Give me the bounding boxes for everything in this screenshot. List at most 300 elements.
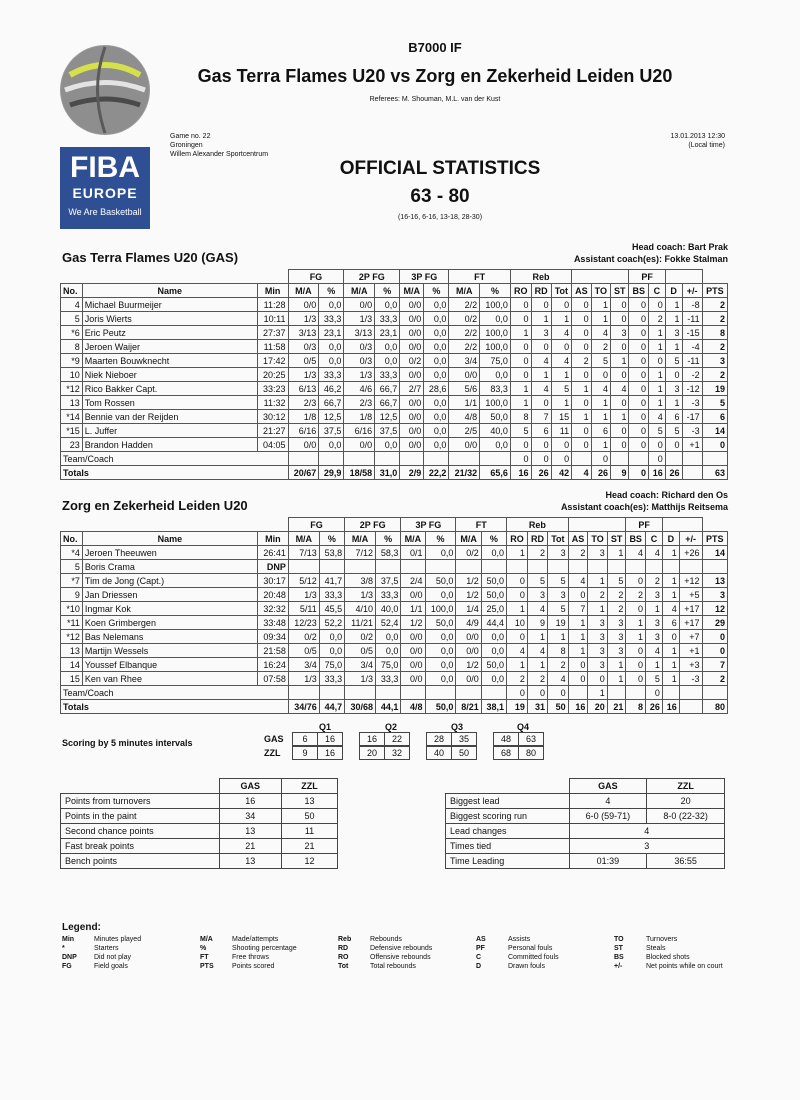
stat-cell: 0 xyxy=(551,298,571,312)
column-header-rd: RD xyxy=(527,532,547,546)
player-row xyxy=(61,574,728,588)
interval-box-row xyxy=(494,747,544,760)
legend-desc: Turnovers xyxy=(646,936,678,943)
column-header-no: No. xyxy=(61,532,83,546)
legend-entry xyxy=(338,944,468,953)
player-number: *12 xyxy=(61,630,83,644)
stat-cell: 1 xyxy=(551,312,571,326)
column-header-ro: RO xyxy=(507,532,528,546)
stat-cell: 7 xyxy=(702,658,727,672)
stat-cell: 1 xyxy=(649,340,666,354)
legend-key: % xyxy=(200,945,207,952)
stat-cell: 2 xyxy=(702,298,727,312)
stat-cell: 21:27 xyxy=(257,424,288,438)
cmp-row xyxy=(61,839,338,854)
stat-cell: 0/0 xyxy=(449,368,480,382)
stat-cell: 5 xyxy=(591,354,610,368)
stat-cell: 6/16 xyxy=(344,424,375,438)
stat-cell: 0,0 xyxy=(424,298,449,312)
stat-cell xyxy=(344,452,375,466)
player-row xyxy=(61,298,728,312)
cmp-value: 21 xyxy=(219,839,282,854)
stat-cell: 0 xyxy=(662,630,679,644)
interval-score: 16 xyxy=(360,733,385,746)
stat-cell xyxy=(425,686,456,700)
stat-cell: 46,2 xyxy=(319,382,344,396)
interval-score: 20 xyxy=(360,747,385,760)
stat-cell: 1/4 xyxy=(456,602,481,616)
total-fg: 34/76 xyxy=(288,700,319,714)
cmp-value: 16 xyxy=(219,794,282,809)
cmp-label: Time Leading xyxy=(446,854,570,869)
stat-cell: 37,5 xyxy=(319,424,344,438)
stat-cell: 0 xyxy=(649,354,666,368)
stat-cell: 0 xyxy=(531,438,551,452)
quarter-label: Q2 xyxy=(384,722,397,732)
stat-cell: 1 xyxy=(591,396,610,410)
stat-cell: 4 xyxy=(527,602,547,616)
stat-cell xyxy=(376,686,401,700)
player-row xyxy=(61,410,728,424)
cmp-blank xyxy=(61,779,220,794)
stat-cell: 4 xyxy=(531,354,551,368)
stat-cell: 2 xyxy=(646,574,663,588)
player-number: *6 xyxy=(61,326,83,340)
stat-cell: 0,0 xyxy=(424,368,449,382)
stat-cell: 19 xyxy=(702,382,727,396)
stat-cell: 1/1 xyxy=(401,602,425,616)
stat-cell: 0/2 xyxy=(288,630,319,644)
stat-cell: 0/0 xyxy=(344,438,375,452)
legend-key: PF xyxy=(476,945,485,952)
stat-cell: 5 xyxy=(527,574,547,588)
legend-entry xyxy=(614,935,764,944)
stat-cell: 2 xyxy=(649,312,666,326)
stat-cell: 0,0 xyxy=(425,672,456,686)
total-p2: 18/58 xyxy=(344,466,375,480)
stat-cell: 1 xyxy=(665,340,682,354)
column-header-pct: % xyxy=(424,284,449,298)
game-info xyxy=(170,132,268,159)
stat-cell: 8 xyxy=(548,644,569,658)
player-name: Jeroen Waijer xyxy=(82,340,257,354)
stat-cell xyxy=(376,560,401,574)
stat-cell: 0/3 xyxy=(344,340,375,354)
stat-cell: 0,0 xyxy=(424,396,449,410)
player-row xyxy=(61,546,728,560)
stat-cell: 7/13 xyxy=(288,546,319,560)
stat-cell: 3/8 xyxy=(345,574,376,588)
player-number: 9 xyxy=(61,588,83,602)
column-header-pct: % xyxy=(319,284,344,298)
legend-entry xyxy=(200,962,330,971)
scoring-intervals xyxy=(264,722,560,760)
team-coach-row xyxy=(61,452,728,466)
legend-desc: Made/attempts xyxy=(232,936,279,943)
stat-cell: 10:11 xyxy=(257,312,288,326)
stat-cell: 0 xyxy=(551,438,571,452)
legend-columns xyxy=(62,935,764,971)
stat-cell: 0,0 xyxy=(424,410,449,424)
stat-cell: 23,1 xyxy=(375,326,400,340)
stat-cell: 0,0 xyxy=(425,630,456,644)
legend-key: BS xyxy=(614,954,624,961)
stat-cell: 23,1 xyxy=(319,326,344,340)
final-score: 63 - 80 xyxy=(410,186,470,207)
column-header-c: C xyxy=(649,284,666,298)
team-coach-label: Team/Coach xyxy=(61,686,289,700)
stat-cell: 33,3 xyxy=(376,672,401,686)
stat-cell: 0 xyxy=(626,602,646,616)
column-header-min: Min xyxy=(257,532,288,546)
stat-cell: 12,5 xyxy=(319,410,344,424)
stat-cell: 1 xyxy=(649,396,666,410)
column-header-name: Name xyxy=(82,284,257,298)
stat-cell: 0/2 xyxy=(345,630,376,644)
column-header-ma: M/A xyxy=(288,532,319,546)
stat-cell: 0 xyxy=(510,354,531,368)
column-header-pct: % xyxy=(481,532,506,546)
stat-cell: 0/0 xyxy=(400,298,424,312)
stat-cell: 0,0 xyxy=(375,354,400,368)
cmp-label: Points in the paint xyxy=(61,809,220,824)
total-st: 9 xyxy=(611,466,629,480)
stat-cell: 1 xyxy=(607,546,626,560)
stat-cell: 1/2 xyxy=(456,658,481,672)
legend-entry xyxy=(62,944,192,953)
stat-cell: 0/0 xyxy=(401,644,425,658)
legend-desc: Field goals xyxy=(94,963,128,970)
interval-box-row xyxy=(293,747,343,760)
stat-cell: 2 xyxy=(548,658,569,672)
stat-cell: 0,0 xyxy=(425,588,456,602)
stat-cell: 41,7 xyxy=(319,574,344,588)
stat-cell: 33:23 xyxy=(257,382,288,396)
stat-cell: +17 xyxy=(679,602,702,616)
legend-key: FT xyxy=(200,954,209,961)
stat-cell: 1 xyxy=(527,630,547,644)
stat-cell xyxy=(611,452,629,466)
legend-column xyxy=(476,935,606,971)
stat-cell: -11 xyxy=(682,312,702,326)
player-name: Jan Driessen xyxy=(82,588,257,602)
stat-cell: 2 xyxy=(702,368,727,382)
cmp-row xyxy=(61,854,338,869)
stat-cell: 58,3 xyxy=(376,546,401,560)
player-name: Niek Nieboer xyxy=(82,368,257,382)
legend-desc: Rebounds xyxy=(370,936,402,943)
stat-cell: -12 xyxy=(682,382,702,396)
stat-cell: 1 xyxy=(665,312,682,326)
total-rd: 26 xyxy=(531,466,551,480)
stat-cell: 5 xyxy=(702,396,727,410)
interval-score: 63 xyxy=(519,733,544,746)
column-header-rd: RD xyxy=(531,284,551,298)
legend-desc: Personal fouls xyxy=(508,945,553,952)
legend-desc: Starters xyxy=(94,945,119,952)
header-row-groups xyxy=(61,518,728,532)
column-header-min: Min xyxy=(257,284,288,298)
player-row xyxy=(61,424,728,438)
stat-cell: 3 xyxy=(531,326,551,340)
stat-cell: 09:34 xyxy=(257,630,288,644)
player-row xyxy=(61,368,728,382)
stat-cell: -3 xyxy=(682,424,702,438)
stat-cell: 0/0 xyxy=(401,658,425,672)
header-row-columns xyxy=(61,284,728,298)
interval-score: 32 xyxy=(385,747,410,760)
stat-cell: 0 xyxy=(649,298,666,312)
stat-cell: 0,0 xyxy=(424,340,449,354)
stat-cell xyxy=(629,452,649,466)
stat-cell: 1 xyxy=(588,686,607,700)
stat-cell: 0 xyxy=(626,644,646,658)
stat-cell: 3 xyxy=(665,382,682,396)
stat-cell: 0 xyxy=(510,340,531,354)
stat-cell: 2 xyxy=(626,588,646,602)
stat-cell: 2 xyxy=(507,672,528,686)
stat-cell: 4/6 xyxy=(344,382,375,396)
column-header-pts: PTS xyxy=(702,532,727,546)
group-header-p3: 3P FG xyxy=(401,518,456,532)
legend-entry xyxy=(476,935,606,944)
stat-cell: 6 xyxy=(662,616,679,630)
group-header-fg: FG xyxy=(288,518,344,532)
column-header-to: TO xyxy=(588,532,607,546)
legend-key: FG xyxy=(62,963,72,970)
stat-cell: 1 xyxy=(551,396,571,410)
total-ftp: 65,6 xyxy=(480,466,511,480)
stat-cell: 2/3 xyxy=(344,396,375,410)
total-bs: 0 xyxy=(629,466,649,480)
blank-header xyxy=(61,270,289,284)
stat-cell: 0 xyxy=(531,452,551,466)
stat-cell: 33,3 xyxy=(375,368,400,382)
stat-cell: 15 xyxy=(551,410,571,424)
total-to: 20 xyxy=(588,700,607,714)
column-header-bs: BS xyxy=(629,284,649,298)
stat-cell xyxy=(480,452,511,466)
stat-cell: 19 xyxy=(548,616,569,630)
group-header-pf: PF xyxy=(626,518,663,532)
stat-cell: 1 xyxy=(626,616,646,630)
stat-cell: 0 xyxy=(611,396,629,410)
stat-cell: 9 xyxy=(527,616,547,630)
stat-cell xyxy=(481,560,506,574)
stat-cell: 0 xyxy=(702,630,727,644)
stat-cell: 7 xyxy=(568,602,588,616)
stat-cell: 8 xyxy=(702,326,727,340)
stat-cell: 0 xyxy=(507,686,528,700)
group-header-reb: Reb xyxy=(510,270,571,284)
stat-cell: 2/7 xyxy=(400,382,424,396)
team-name: Gas Terra Flames U20 (GAS) xyxy=(62,250,239,265)
cmp-value: 20 xyxy=(647,794,725,809)
stat-cell xyxy=(456,560,481,574)
stat-cell: 0 xyxy=(507,574,528,588)
player-name: Ken van Rhee xyxy=(82,672,257,686)
stat-cell: 33,3 xyxy=(319,312,344,326)
total-pts: 80 xyxy=(702,700,727,714)
stat-cell: 2/3 xyxy=(288,396,319,410)
legend-key: TO xyxy=(614,936,624,943)
legend-key: Reb xyxy=(338,936,352,943)
legend-desc: Assists xyxy=(508,936,531,943)
logo-line3: We Are Basketball xyxy=(68,207,142,217)
stat-cell: 0/2 xyxy=(400,354,424,368)
stat-cell: 4 xyxy=(568,574,588,588)
stat-cell: 4 xyxy=(591,326,610,340)
stat-cell: 1 xyxy=(510,326,531,340)
stat-cell: 0 xyxy=(591,368,610,382)
stat-cell: 0 xyxy=(629,438,649,452)
cmp-row xyxy=(61,824,338,839)
stat-cell xyxy=(288,560,319,574)
interval-score: 16 xyxy=(318,747,343,760)
cmp-value: 13 xyxy=(282,794,338,809)
legend-entry xyxy=(476,953,606,962)
stat-cell: 1 xyxy=(568,630,588,644)
player-number: 13 xyxy=(61,396,83,410)
stat-cell: 1 xyxy=(591,298,610,312)
stat-cell: 1 xyxy=(591,410,610,424)
stat-cell: 37,5 xyxy=(376,574,401,588)
stat-cell: 14 xyxy=(702,546,727,560)
stat-cell: 100,0 xyxy=(480,326,511,340)
legend-key: D xyxy=(476,963,482,970)
interval-box xyxy=(292,746,343,760)
total-c: 26 xyxy=(646,700,663,714)
stat-cell: 100,0 xyxy=(480,340,511,354)
column-header-ma: M/A xyxy=(345,532,376,546)
head-coach: Head coach: Richard den Os xyxy=(605,490,728,500)
stat-cell: 0/5 xyxy=(288,644,319,658)
legend-desc: Did not play xyxy=(94,954,131,961)
stat-cell: 1 xyxy=(551,368,571,382)
stat-cell: 0,0 xyxy=(481,630,506,644)
stat-cell: 0,0 xyxy=(319,340,344,354)
stat-cell: 0/0 xyxy=(400,396,424,410)
stat-cell: 1/3 xyxy=(288,672,319,686)
player-number: 23 xyxy=(61,438,83,452)
stat-cell: 0 xyxy=(510,452,531,466)
stat-cell: 1 xyxy=(662,644,679,658)
player-number: 15 xyxy=(61,672,83,686)
total-rd: 31 xyxy=(527,700,547,714)
stat-cell: 0 xyxy=(629,354,649,368)
stat-cell: 0 xyxy=(665,368,682,382)
stat-cell: 1 xyxy=(527,658,547,672)
player-name: Koen Grimbergen xyxy=(82,616,257,630)
player-number: *15 xyxy=(61,424,83,438)
column-header-ma: M/A xyxy=(344,284,375,298)
stat-cell xyxy=(424,452,449,466)
stat-cell: 66,7 xyxy=(375,382,400,396)
stat-cell: 0,0 xyxy=(319,630,344,644)
stat-cell: 0 xyxy=(572,438,592,452)
stat-cell xyxy=(400,452,424,466)
quarter-headers xyxy=(292,722,560,732)
cmp-team-header: GAS xyxy=(569,779,647,794)
legend-desc: Offensive rebounds xyxy=(370,954,431,961)
stat-cell: -4 xyxy=(682,340,702,354)
group-header-ft: FT xyxy=(456,518,507,532)
stat-cell: 0 xyxy=(702,644,727,658)
stat-cell xyxy=(288,686,319,700)
stat-cell: 0,0 xyxy=(319,298,344,312)
stat-cell: 11:58 xyxy=(257,340,288,354)
column-header-ma: M/A xyxy=(456,532,481,546)
stat-cell: 1 xyxy=(572,382,592,396)
column-header-d: D xyxy=(662,532,679,546)
stat-cell xyxy=(626,686,646,700)
cmp-value: 50 xyxy=(282,809,338,824)
stat-cell: 0,0 xyxy=(424,312,449,326)
stat-cell: 0 xyxy=(629,368,649,382)
player-name: Martijn Wessels xyxy=(82,644,257,658)
cmp-label: Second chance points xyxy=(61,824,220,839)
cmp-label: Biggest scoring run xyxy=(446,809,570,824)
stat-cell: 2 xyxy=(568,546,588,560)
stat-cell: 0/0 xyxy=(449,438,480,452)
stat-cell: 37,5 xyxy=(375,424,400,438)
player-name: Michael Buurmeijer xyxy=(82,298,257,312)
stat-cell: 1 xyxy=(665,396,682,410)
stat-cell: 16:24 xyxy=(257,658,288,672)
stat-cell: 0 xyxy=(527,686,547,700)
stat-cell: 25,0 xyxy=(481,602,506,616)
stat-cell: 5 xyxy=(551,382,571,396)
player-number: 14 xyxy=(61,658,83,672)
stat-cell: 3 xyxy=(548,588,569,602)
competition-code: B7000 IF xyxy=(408,40,462,55)
player-stats-table xyxy=(60,517,728,714)
stat-cell: 0/5 xyxy=(288,354,319,368)
stat-cell: -17 xyxy=(682,410,702,424)
player-name: Maarten Bouwknecht xyxy=(82,354,257,368)
stat-cell: 1/2 xyxy=(456,588,481,602)
group-header-p2: 2P FG xyxy=(345,518,401,532)
interval-box xyxy=(426,732,477,746)
stat-cell: 0,0 xyxy=(481,644,506,658)
stat-cell: 2/2 xyxy=(449,340,480,354)
local-time-note: (Local time) xyxy=(688,142,725,149)
stat-cell: 0,0 xyxy=(480,312,511,326)
header-row-groups xyxy=(61,270,728,284)
totals-row xyxy=(61,700,728,714)
stat-cell: 1 xyxy=(649,326,666,340)
stat-cell: 3 xyxy=(588,658,607,672)
stat-cell: 0 xyxy=(572,326,592,340)
stat-cell: 0 xyxy=(572,396,592,410)
stat-cell xyxy=(345,560,376,574)
group-header-ft: FT xyxy=(449,270,510,284)
stat-cell xyxy=(548,560,569,574)
player-number: *12 xyxy=(61,382,83,396)
stat-cell xyxy=(345,686,376,700)
total-p3p: 50,0 xyxy=(425,700,456,714)
stat-cell: DNP xyxy=(257,560,288,574)
stat-cell xyxy=(662,560,679,574)
interval-score: 22 xyxy=(385,733,410,746)
stat-cell: 5/12 xyxy=(288,574,319,588)
stat-cell xyxy=(607,560,626,574)
stat-cell xyxy=(646,560,663,574)
stat-cell: 0/0 xyxy=(344,298,375,312)
stat-cell: 2/2 xyxy=(449,326,480,340)
stat-cell: 4 xyxy=(527,644,547,658)
legend-desc: Steals xyxy=(646,945,666,952)
